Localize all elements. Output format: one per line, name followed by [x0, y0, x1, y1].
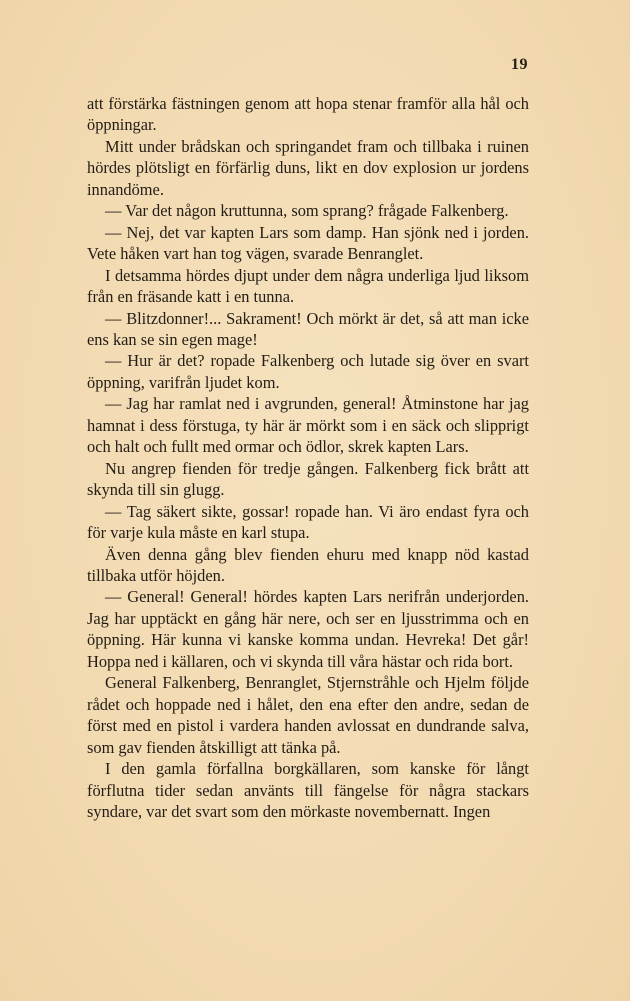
paragraph-2: Mitt under brådskan och springandet fram och tillbaka i ruinen hördes plötsligt en förfärlig duns, likt en dov explosion ur jordens innandöme. — [87, 136, 529, 199]
paragraph-11: Även denna gång blev fienden ehuru med knapp nöd kastad tillbaka utför höjden. — [87, 544, 529, 585]
paragraph-9: Nu angrep fienden för tredje gången. Falkenberg fick brått att skynda till sin glugg. — [87, 458, 529, 500]
paragraph-1: att förstärka fästningen genom att hopa stenar framför alla hål och öppningar. — [87, 94, 529, 135]
paragraph-12: — General! General! hördes kapten Lars nerifrån underjorden. Jag har upptäckt en gång här nere, och ser en ljusstrimma och en öppning. Här kunna vi kanske komma undan. Hevreka! Det går! Hoppa ned i källaren, och vi skynda till våra hästar och rida bort. — [87, 587, 529, 671]
body-text — [87, 93, 529, 822]
paragraph-5: I detsamma hördes djupt under dem några underliga ljud liksom från en fräsande katt i en tunna. — [87, 265, 529, 307]
paragraph-6: — Blitzdonner!... Sakrament! Och mörkt är det, så att man icke ens kan se sin egen mage! — [87, 308, 529, 349]
page-number: 19 — [511, 56, 528, 73]
paragraph-14: I den gamla förfallna borgkällaren, som kanske för långt förflutna tider sedan använts till fängelse för några stackars syndare, var det svart som den mörkaste novembernatt. Ingen — [87, 759, 529, 821]
paragraph-4: — Nej, det var kapten Lars som damp. Han sjönk ned i jorden. Vete håken vart han tog vägen, svarade Benranglet. — [87, 222, 529, 264]
paragraph-7: — Hur är det? ropade Falkenberg och lutade sig över en svart öppning, varifrån ljudet kom. — [87, 351, 529, 392]
paragraph-10: — Tag säkert sikte, gossar! ropade han. Vi äro endast fyra och för varje kula måste en karl stupa. — [87, 501, 529, 543]
paragraph-13: General Falkenberg, Benranglet, Stjernstråhle och Hjelm följde rådet och hoppade ned i hålet, den ena efter den andre, sedan de först med en pistol i vardera handen avlossat en dundrande salva, som gav fienden åtskilligt att tänka på. — [87, 673, 529, 757]
paragraph-3: — Var det någon kruttunna, som sprang? frågade Falkenberg. — [105, 201, 509, 221]
paragraph-8: — Jag har ramlat ned i avgrunden, general! Åtminstone har jag hamnat i dess förstuga, ty här är mörkt som i en säck och slipprigt och halt och fullt med ormar och ödlor, skrek kapten Lars. — [87, 394, 529, 457]
